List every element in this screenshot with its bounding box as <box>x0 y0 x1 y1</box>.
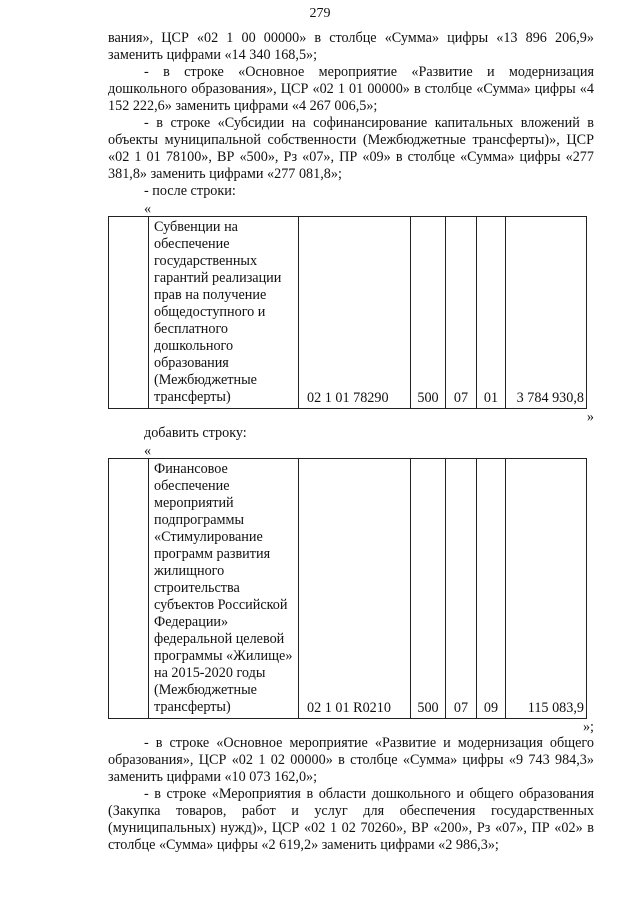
paragraph: - в строке «Основное мероприятие «Развитие и модернизация общего образования», ЦСР «02 1 02 00000» в столбце «Сумма» цифры «9 743 984,3» заменить цифрами «10 073 162,0»; <box>108 735 594 785</box>
paragraph: - в строке «Мероприятия в области дошкольного и общего образования (Закупка товаров, работ и услуг для обеспечения государственных (муниципальных) нужд)», ЦСР «02 1 02 70260», ВР «200», Рз «07», ПР «02» в столбце «Сумма» цифры «2 619,2» заменить цифрами «2 986,3»; <box>108 786 594 853</box>
paragraph: - в строке «Основное мероприятие «Развитие и модернизация дошкольного образования», ЦСР «02 1 01 00000» в столбце «Сумма» цифры «4 152 222,6» заменить цифрами «4 267 006,5»; <box>108 64 594 114</box>
csr-cell: 02 1 01 78290 <box>299 217 411 409</box>
closing-quote: » <box>586 409 594 425</box>
sum-cell: 3 784 930,8 <box>506 217 587 409</box>
opening-quote: « <box>144 443 152 459</box>
document-body <box>108 30 594 854</box>
paragraph: добавить строку: <box>144 425 247 441</box>
vr-cell: 500 <box>411 459 446 719</box>
row-name-cell: Субвенции на обеспечение государственных гарантий реализации прав на получение общедоступного и бесплатного дошкольного образования (Межбюджетные трансферты) <box>149 217 299 409</box>
pr-cell: 09 <box>477 459 506 719</box>
empty-cell <box>109 217 149 409</box>
rz-cell: 07 <box>446 217 477 409</box>
vr-cell: 500 <box>411 217 446 409</box>
paragraph: - в строке «Субсидии на софинансирование капитальных вложений в объекты муниципальной собственности (Межбюджетные трансферты)», ЦСР «02 1 01 78100», ВР «500», Рз «07», ПР «09» в столбце «Сумма» цифры «277 381,8» заменить цифрами «277 081,8»; <box>108 115 594 182</box>
table-row <box>109 459 587 719</box>
csr-cell: 02 1 01 R0210 <box>299 459 411 719</box>
closing-quote: »; <box>582 719 594 735</box>
row-name-cell: Финансовое обеспечение мероприятий подпрограммы «Стимулирование программ развития жилищного строительства субъектов Российской Федерации» федеральной целевой программы «Жилище» на 2015-2020 годы (Межбюджетные трансферты) <box>149 459 299 719</box>
rz-cell: 07 <box>446 459 477 719</box>
budget-table-existing-row <box>108 216 587 409</box>
paragraph: вания», ЦСР «02 1 00 00000» в столбце «Сумма» цифры «13 896 206,9» заменить цифрами «14 340 168,5»; <box>108 30 594 63</box>
paragraph: - после строки: <box>144 183 236 199</box>
table-row <box>109 217 587 409</box>
page-number: 279 <box>309 6 331 21</box>
empty-cell <box>109 459 149 719</box>
budget-table-new-row <box>108 458 587 719</box>
sum-cell: 115 083,9 <box>506 459 587 719</box>
opening-quote: « <box>144 201 152 217</box>
pr-cell: 01 <box>477 217 506 409</box>
